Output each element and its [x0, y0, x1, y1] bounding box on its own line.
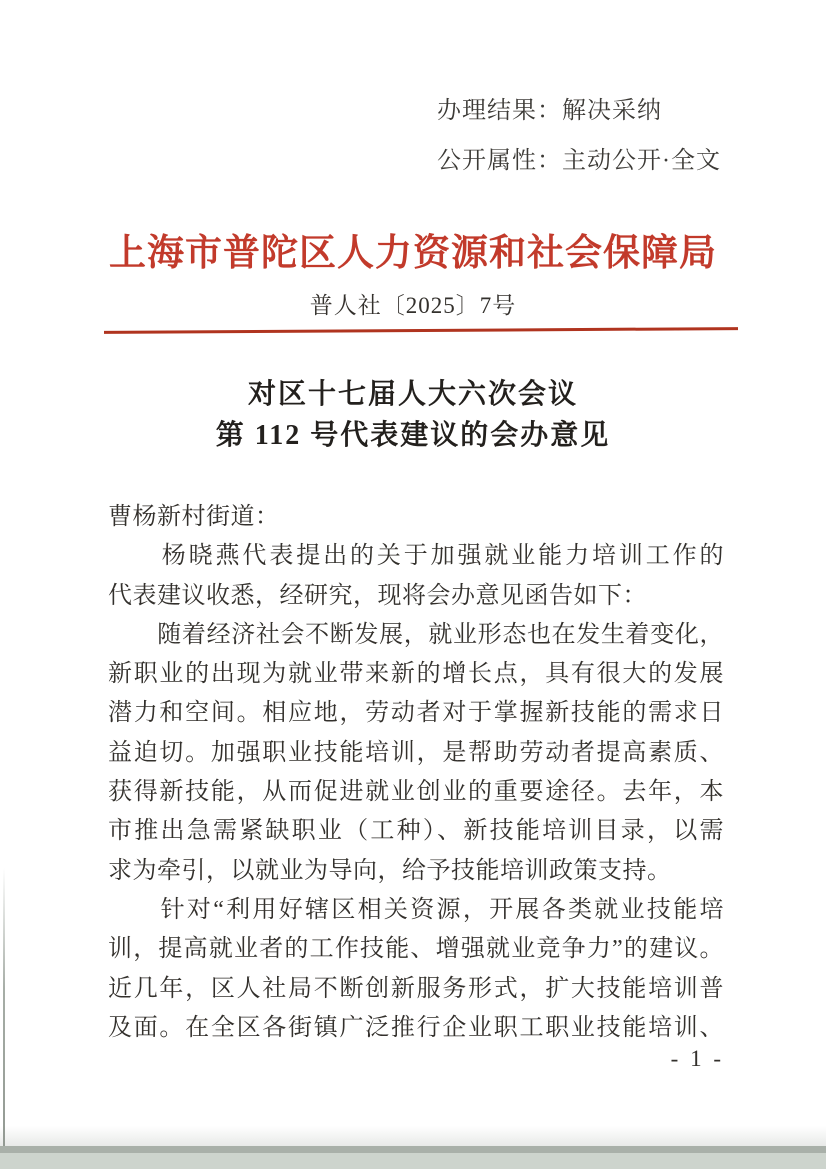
scan-background-mat	[0, 1153, 826, 1169]
doc-number: 普人社〔2025〕7号	[309, 293, 517, 318]
body-line: 随着经济社会不断发展，就业形态也在发生着变化，	[108, 621, 724, 648]
body-line: 代表建议收悉，经研究，现将会办意见函告如下：	[108, 582, 647, 609]
body-line: 求为牵引，以就业为导向，给予技能培训政策支持。	[108, 857, 672, 884]
org-title: 上海市普陀区人力资源和社会保障局	[109, 233, 717, 274]
body-line: 杨晓燕代表提出的关于加强就业能力培训工作的	[108, 543, 724, 570]
document-title	[0, 374, 826, 456]
body-line: 市推出急需紧缺职业（工种）、新技能培训目录，以需	[108, 818, 724, 845]
body-line: 新职业的出现为就业带来新的增长点，具有很大的发展	[108, 661, 724, 688]
document-title-line2: 第 112 号代表建议的会办意见	[215, 420, 611, 451]
scan-left-edge-artifact	[3, 868, 5, 1169]
scan-page-bottom-edge	[0, 1146, 826, 1153]
body-line: 及面。在全区各街镇广泛推行企业职工职业技能培训、	[108, 1014, 724, 1041]
meta-block	[437, 86, 721, 186]
body-line: 近几年，区人社局不断创新服务形式，扩大技能培训普	[108, 975, 724, 1002]
body-line: 益迫切。加强职业技能培训，是帮助劳动者提高素质、	[108, 739, 724, 766]
document-title-line1: 对区十七届人大六次会议	[247, 379, 578, 410]
page-number: - 1 -	[670, 1046, 724, 1071]
body-line: 训，提高就业者的工作技能、增强就业竞争力”的建议。	[108, 936, 724, 963]
body-line: 获得新技能，从而促进就业创业的重要途径。去年，本	[108, 779, 724, 806]
publicity-attribute: 公开属性：主动公开·全文	[437, 148, 721, 174]
body-line: 潜力和空间。相应地，劳动者对于掌握新技能的需求日	[108, 700, 724, 727]
body-line: 针对“利用好辖区相关资源，开展各类就业技能培	[108, 896, 724, 923]
scan-bottom-shadow	[0, 1126, 826, 1146]
handling-result: 办理结果：解决采纳	[437, 98, 662, 124]
salutation: 曹杨新村街道：	[108, 504, 280, 530]
body-text	[108, 498, 724, 1048]
red-divider-rule	[104, 327, 738, 334]
